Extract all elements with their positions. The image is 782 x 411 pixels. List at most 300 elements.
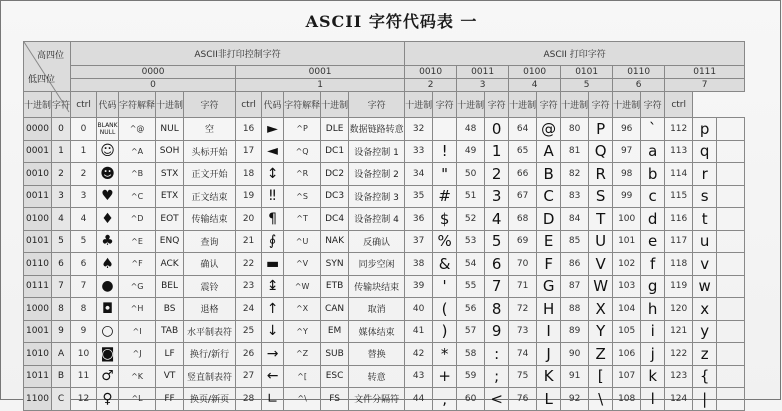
char-cell: G [537,275,561,298]
code-cell: BEL [156,275,184,298]
decimal-cell: 123 [665,365,693,388]
char-cell: ● [97,275,119,298]
col-header-char: 字符 [485,92,509,118]
high-bits-label: 高四位 [37,51,65,61]
decimal-cell: 72 [509,298,537,321]
col-header-char: 字符 [52,92,71,118]
char-cell: z [693,343,717,366]
row-binary: 0100 [24,208,52,231]
description-cell: 空 [184,118,236,141]
code-cell: EOT [156,208,184,231]
decimal-cell: 75 [509,365,537,388]
decimal-cell: 11 [71,365,97,388]
row-binary: 1000 [24,298,52,321]
col-header-dec: 十进制 [457,92,485,118]
group-binary: 0110 [613,66,665,79]
char-cell: x [693,298,717,321]
decimal-cell: 118 [665,253,693,276]
ctrl-cell: ^S [284,185,321,208]
col-header-dec: 十进制 [561,92,589,118]
description-cell: 传输结束 [184,208,236,231]
description-cell: 替换 [349,343,405,366]
row-hex: 3 [52,185,71,208]
char-cell: u [693,230,717,253]
code-cell: VT [156,365,184,388]
code-cell: ETB [321,275,349,298]
code-cell: FS [321,388,349,411]
decimal-cell: 57 [457,320,485,343]
char-cell: A [537,140,561,163]
ctrl-cell [717,118,745,141]
ctrl-cell: ^V [284,253,321,276]
ctrl-cell: ^H [119,298,156,321]
ctrl-cell [717,253,745,276]
ctrl-cell [717,140,745,163]
group-hex: 3 [457,79,509,92]
code-cell: DC3 [321,185,349,208]
decimal-cell: 33 [405,140,433,163]
char-cell: + [433,365,457,388]
decimal-cell: 6 [71,253,97,276]
decimal-cell: 92 [561,388,589,411]
table-row [24,320,745,343]
char-cell: b [641,163,665,186]
col-header-dec: 十进制 [613,92,641,118]
decimal-cell: 39 [405,275,433,298]
char-cell: ☺ [97,140,119,163]
decimal-cell: 32 [405,118,433,141]
low-bits-label: 低四位 [28,75,56,85]
row-hex: 9 [52,320,71,343]
decimal-cell: 17 [236,140,262,163]
decimal-cell: 0 [71,118,97,141]
decimal-cell: 116 [665,208,693,231]
decimal-cell: 96 [613,118,641,141]
char-cell: ↑ [262,298,284,321]
char-cell: i [641,320,665,343]
ctrl-cell: ^U [284,230,321,253]
code-cell: NUL [156,118,184,141]
char-cell: l [641,388,665,411]
row-hex: C [52,388,71,411]
row-hex: 6 [52,253,71,276]
row-binary: 1011 [24,365,52,388]
decimal-cell: 12 [71,388,97,411]
decimal-cell: 51 [457,185,485,208]
char-cell: ! [433,140,457,163]
description-cell: 反确认 [349,230,405,253]
code-cell: STX [156,163,184,186]
decimal-cell: 54 [457,253,485,276]
char-cell: ¶ [262,208,284,231]
row-hex: 2 [52,163,71,186]
decimal-cell: 9 [71,320,97,343]
char-cell: , [433,388,457,411]
char-cell: ♥ [97,185,119,208]
code-cell: DLE [321,118,349,141]
char-cell: < [485,388,509,411]
char-cell: \ [589,388,613,411]
decimal-cell: 98 [613,163,641,186]
decimal-cell: 113 [665,140,693,163]
col-header-ctrl: ctrl [665,92,693,118]
char-cell: H [537,298,561,321]
code-cell: FF [156,388,184,411]
table-row [24,253,745,276]
decimal-cell: 117 [665,230,693,253]
decimal-cell: 83 [561,185,589,208]
group-binary: 0010 [405,66,457,79]
page-title: ASCII 字符代码表 一 [305,12,478,31]
group-binary: 0011 [457,66,509,79]
decimal-cell: 40 [405,298,433,321]
row-binary: 1001 [24,320,52,343]
char-cell: ↨ [262,275,284,298]
char-cell: " [433,163,457,186]
char-cell [433,118,457,141]
description-cell: 设备控制 2 [349,163,405,186]
decimal-cell: 7 [71,275,97,298]
char-cell: ↓ [262,320,284,343]
code-cell: SYN [321,253,349,276]
description-cell: 确认 [184,253,236,276]
table-row [24,163,745,186]
decimal-cell: 70 [509,253,537,276]
decimal-cell: 59 [457,365,485,388]
group-binary: 0101 [561,66,613,79]
decimal-cell: 2 [71,163,97,186]
ctrl-cell: ^X [284,298,321,321]
ctrl-cell: ^J [119,343,156,366]
decimal-cell: 22 [236,253,262,276]
row-hex: 1 [52,140,71,163]
char-cell: ♦ [97,208,119,231]
ctrl-cell: ^E [119,230,156,253]
char-cell: P [589,118,613,141]
decimal-cell: 41 [405,320,433,343]
decimal-cell: 101 [613,230,641,253]
group-hex: 4 [509,79,561,92]
decimal-cell: 104 [613,298,641,321]
code-cell: TAB [156,320,184,343]
char-cell: V [589,253,613,276]
description-cell: 数据链路转意 [349,118,405,141]
ctrl-cell [717,388,745,411]
char-cell: v [693,253,717,276]
code-cell: LF [156,343,184,366]
col-header-ctrl: ctrl [236,92,262,118]
decimal-cell: 16 [236,118,262,141]
ctrl-cell [717,230,745,253]
decimal-cell: 19 [236,185,262,208]
ctrl-cell [717,163,745,186]
group-hex: 6 [613,79,665,92]
code-cell: SUB [321,343,349,366]
col-header-char: 字符 [349,92,405,118]
ctrl-cell [717,365,745,388]
char-cell: X [589,298,613,321]
description-cell: 设备控制 1 [349,140,405,163]
char-cell: T [589,208,613,231]
decimal-cell: 88 [561,298,589,321]
col-header-dec: 十进制 [321,92,349,118]
char-cell: 4 [485,208,509,231]
char-cell: ♀ [97,388,119,411]
decimal-cell: 1 [71,140,97,163]
decimal-cell: 108 [613,388,641,411]
decimal-cell: 106 [613,343,641,366]
char-cell: 9 [485,320,509,343]
char-cell: : [485,343,509,366]
ctrl-cell: ^F [119,253,156,276]
decimal-cell: 60 [457,388,485,411]
ascii-table [23,41,745,411]
decimal-cell: 82 [561,163,589,186]
code-cell: DC2 [321,163,349,186]
char-cell: @ [537,118,561,141]
char-cell: ♣ [97,230,119,253]
char-cell: 1 [485,140,509,163]
row-hex: A [52,343,71,366]
col-header-char: 字符 [641,92,665,118]
col-header-ctrl: ctrl [71,92,97,118]
char-cell: 8 [485,298,509,321]
column-header-row [24,92,745,118]
char-cell: ‼ [262,185,284,208]
decimal-cell: 120 [665,298,693,321]
char-cell: j [641,343,665,366]
table-row [24,208,745,231]
code-cell: BS [156,298,184,321]
char-cell: BLANK NULL [97,118,119,141]
ctrl-cell: ^Q [284,140,321,163]
decimal-cell: 100 [613,208,641,231]
char-cell: c [641,185,665,208]
ctrl-cell: ^G [119,275,156,298]
ctrl-cell: ^W [284,275,321,298]
decimal-cell: 114 [665,163,693,186]
decimal-cell: 121 [665,320,693,343]
decimal-cell: 48 [457,118,485,141]
group-binary: 0001 [236,66,405,79]
col-header-code: 代码 [262,92,284,118]
decimal-cell: 85 [561,230,589,253]
char-cell: ♠ [97,253,119,276]
ctrl-cell: ^I [119,320,156,343]
description-cell: 转意 [349,365,405,388]
decimal-cell: 90 [561,343,589,366]
char-cell: r [693,163,717,186]
decimal-cell: 65 [509,140,537,163]
char-cell: ( [433,298,457,321]
corner-header [24,42,71,92]
decimal-cell: 24 [236,298,262,321]
code-cell: DC4 [321,208,349,231]
row-binary: 0111 [24,275,52,298]
print-title: ASCII 打印字符 [405,42,745,66]
char-cell: Y [589,320,613,343]
char-cell: 6 [485,253,509,276]
group-binary: 0000 [71,66,236,79]
decimal-cell: 25 [236,320,262,343]
table-row [24,185,745,208]
decimal-cell: 36 [405,208,433,231]
code-cell: DC1 [321,140,349,163]
decimal-cell: 55 [457,275,485,298]
decimal-cell: 69 [509,230,537,253]
decimal-cell: 84 [561,208,589,231]
ctrl-cell: ^T [284,208,321,231]
char-cell: | [693,388,717,411]
group-hex: 7 [665,79,745,92]
char-cell: ○ [97,320,119,343]
ctrl-cell: ^C [119,185,156,208]
char-cell: S [589,185,613,208]
decimal-cell: 21 [236,230,262,253]
decimal-cell: 115 [665,185,693,208]
table-row [24,343,745,366]
char-cell: ' [433,275,457,298]
decimal-cell: 20 [236,208,262,231]
decimal-cell: 80 [561,118,589,141]
decimal-cell: 10 [71,343,97,366]
description-cell: 媒体结束 [349,320,405,343]
char-cell: ← [262,365,284,388]
decimal-cell: 8 [71,298,97,321]
char-cell: % [433,230,457,253]
ctrl-cell: ^Z [284,343,321,366]
row-binary: 1100 [24,388,52,411]
char-cell: e [641,230,665,253]
ctrl-cell: ^K [119,365,156,388]
nonprint-title: ASCII非打印控制字符 [71,42,405,66]
decimal-cell: 86 [561,253,589,276]
col-header-desc: 字符解释 [119,92,156,118]
ctrl-cell: ^L [119,388,156,411]
ctrl-cell: ^D [119,208,156,231]
group-binary: 0100 [509,66,561,79]
row-hex: 0 [52,118,71,141]
table-row [24,388,745,411]
decimal-cell: 23 [236,275,262,298]
row-binary: 1010 [24,343,52,366]
col-header-char: 字符 [537,92,561,118]
ctrl-cell: ^P [284,118,321,141]
char-cell: h [641,298,665,321]
description-cell: 震铃 [184,275,236,298]
char-cell: t [693,208,717,231]
char-cell: [ [589,365,613,388]
description-cell: 设备控制 4 [349,208,405,231]
decimal-cell: 27 [236,365,262,388]
char-cell: d [641,208,665,231]
char-cell: y [693,320,717,343]
decimal-cell: 67 [509,185,537,208]
row-binary: 0001 [24,140,52,163]
char-cell: & [433,253,457,276]
ctrl-cell [717,208,745,231]
char-cell: { [693,365,717,388]
char-cell: ` [641,118,665,141]
decimal-cell: 87 [561,275,589,298]
description-cell: 竖直制表符 [184,365,236,388]
decimal-cell: 99 [613,185,641,208]
decimal-cell: 71 [509,275,537,298]
char-cell: ↕ [262,163,284,186]
decimal-cell: 97 [613,140,641,163]
decimal-cell: 3 [71,185,97,208]
row-binary: 0101 [24,230,52,253]
row-hex: B [52,365,71,388]
ctrl-cell [717,275,745,298]
table-row [24,118,745,141]
char-cell: R [589,163,613,186]
decimal-cell: 74 [509,343,537,366]
char-cell: ► [262,118,284,141]
decimal-cell: 112 [665,118,693,141]
decimal-cell: 52 [457,208,485,231]
char-cell: ◘ [97,298,119,321]
char-cell: L [537,388,561,411]
row-hex: 5 [52,230,71,253]
description-cell: 换页/新页 [184,388,236,411]
char-cell: W [589,275,613,298]
ctrl-cell: ^[ [284,365,321,388]
char-cell: a [641,140,665,163]
row-hex: 4 [52,208,71,231]
decimal-cell: 43 [405,365,433,388]
code-cell: NAK [321,230,349,253]
char-cell: 7 [485,275,509,298]
group-hex: 0 [71,79,236,92]
group-binary-row [24,66,745,79]
char-cell: s [693,185,717,208]
col-header-dec: 十进制 [509,92,537,118]
decimal-cell: 107 [613,365,641,388]
char-cell: w [693,275,717,298]
ctrl-cell: ^Y [284,320,321,343]
ctrl-cell [717,343,745,366]
decimal-cell: 76 [509,388,537,411]
decimal-cell: 73 [509,320,537,343]
row-binary: 0011 [24,185,52,208]
ctrl-cell [717,298,745,321]
table-row [24,298,745,321]
col-header-code: 代码 [97,92,119,118]
char-cell: f [641,253,665,276]
table-row [24,140,745,163]
decimal-cell: 18 [236,163,262,186]
decimal-cell: 44 [405,388,433,411]
decimal-cell: 34 [405,163,433,186]
decimal-cell: 37 [405,230,433,253]
char-cell: → [262,343,284,366]
decimal-cell: 56 [457,298,485,321]
col-header-dec: 十进制 [405,92,433,118]
row-hex: 8 [52,298,71,321]
ctrl-cell [717,185,745,208]
description-cell: 设备控制 3 [349,185,405,208]
char-cell: ☻ [97,163,119,186]
description-cell: 文件分隔符 [349,388,405,411]
group-hex: 1 [236,79,405,92]
decimal-cell: 124 [665,388,693,411]
col-header-dec: 十进制 [24,92,52,118]
char-cell: $ [433,208,457,231]
char-cell: 3 [485,185,509,208]
ctrl-cell: ^R [284,163,321,186]
description-cell: 换行/新行 [184,343,236,366]
